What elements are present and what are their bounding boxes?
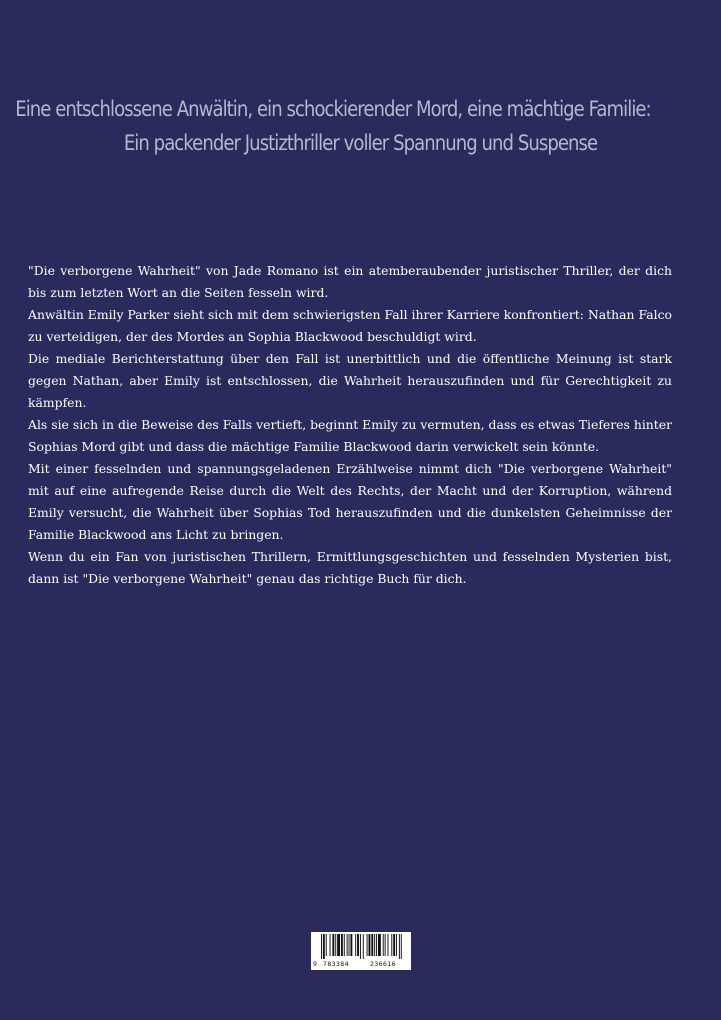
barcode-bar [367, 934, 368, 956]
barcode-bar [321, 934, 322, 959]
blurb-paragraph: Mit einer fesselnden und spannungsgeladenen Erzählweise nimmt dich "Die verborgene Wahrheit" mit auf eine aufregende Reise durch die Welt des Rechts, der Macht und der Korruption, während Emily versucht, die Wahrheit über Sophias Tod herauszufinden und die dunkelsten Geheimnisse der Familie Blackwood ans Licht zu bringen. [28, 461, 672, 542]
barcode-bar [332, 934, 334, 956]
barcode-bar [363, 934, 364, 959]
barcode-bar [360, 934, 361, 959]
barcode-digits [311, 958, 411, 970]
barcode-bars [311, 932, 411, 959]
barcode-bar [341, 934, 343, 956]
barcode-left-group: 783384 [323, 960, 349, 968]
barcode-bar [350, 934, 352, 956]
barcode-bar [347, 934, 348, 956]
barcode-bar [396, 934, 397, 956]
blurb-paragraph: Die mediale Berichterstattung über den Fall ist unerbittlich und die öffentliche Meinung ist stark gegen Nathan, aber Emily ist entschlossen, die Wahrheit herauszufinden und für Gerechtigkeit zu kämpfen. [28, 351, 672, 410]
barcode-bar [369, 934, 371, 956]
barcode-bar [401, 934, 402, 959]
blurb-paragraph: "Die verborgene Wahrheit" von Jade Romano ist ein atemberaubender juristischer Thriller, der dich bis zum letzten Wort an die Seiten fesseln wird. [28, 263, 672, 300]
barcode-bar [388, 934, 389, 956]
barcode-bar [355, 934, 356, 956]
barcode-bar [391, 934, 392, 956]
barcode-bar [357, 934, 359, 956]
barcode-bar [330, 934, 331, 956]
tagline-line-2: Ein packender Justizthriller voller Spannung und Suspense [123, 131, 598, 155]
barcode-bar [385, 934, 386, 956]
barcode-bar [399, 934, 400, 959]
barcode-bar [371, 934, 373, 956]
blurb-paragraph: Als sie sich in die Beweise des Falls vertieft, beginnt Emily zu vermuten, dass es etwas Tieferes hinter Sophias Mord gibt und dass die mächtige Familie Blackwood darin verwickelt sein könnte. [28, 417, 672, 454]
barcode-bar [378, 934, 381, 956]
blurb-text [28, 260, 672, 590]
isbn-barcode [311, 932, 411, 970]
barcode-bar [323, 934, 325, 959]
barcode-right-group: 236616 [370, 960, 396, 968]
barcode-bar [337, 934, 340, 956]
blurb-paragraph: Wenn du ein Fan von juristischen Thrillern, Ermittlungsgeschichten und fesselnden Mysterien bist, dann ist "Die verborgene Wahrheit" genau das richtige Buch für dich. [28, 549, 672, 586]
barcode-bar [393, 934, 395, 956]
blurb-paragraph: Anwältin Emily Parker sieht sich mit dem schwierigsten Fall ihrer Karriere konfrontiert: Nathan Falco zu verteidigen, der des Mordes an Sophia Blackwood beschuldigt wird. [28, 307, 672, 344]
barcode-bar [374, 934, 375, 956]
barcode-first-digit: 9 [313, 960, 317, 968]
barcode-bar [344, 934, 345, 956]
barcode-bar [376, 934, 377, 956]
barcode-bar [349, 934, 350, 956]
tagline-line-1: Eine entschlossene Anwältin, ein schockierender Mord, eine mächtige Familie: [15, 97, 651, 121]
barcode-bar [383, 934, 384, 956]
barcode-bar [326, 934, 327, 956]
tagline [15, 92, 670, 160]
barcode-bar [335, 934, 336, 956]
